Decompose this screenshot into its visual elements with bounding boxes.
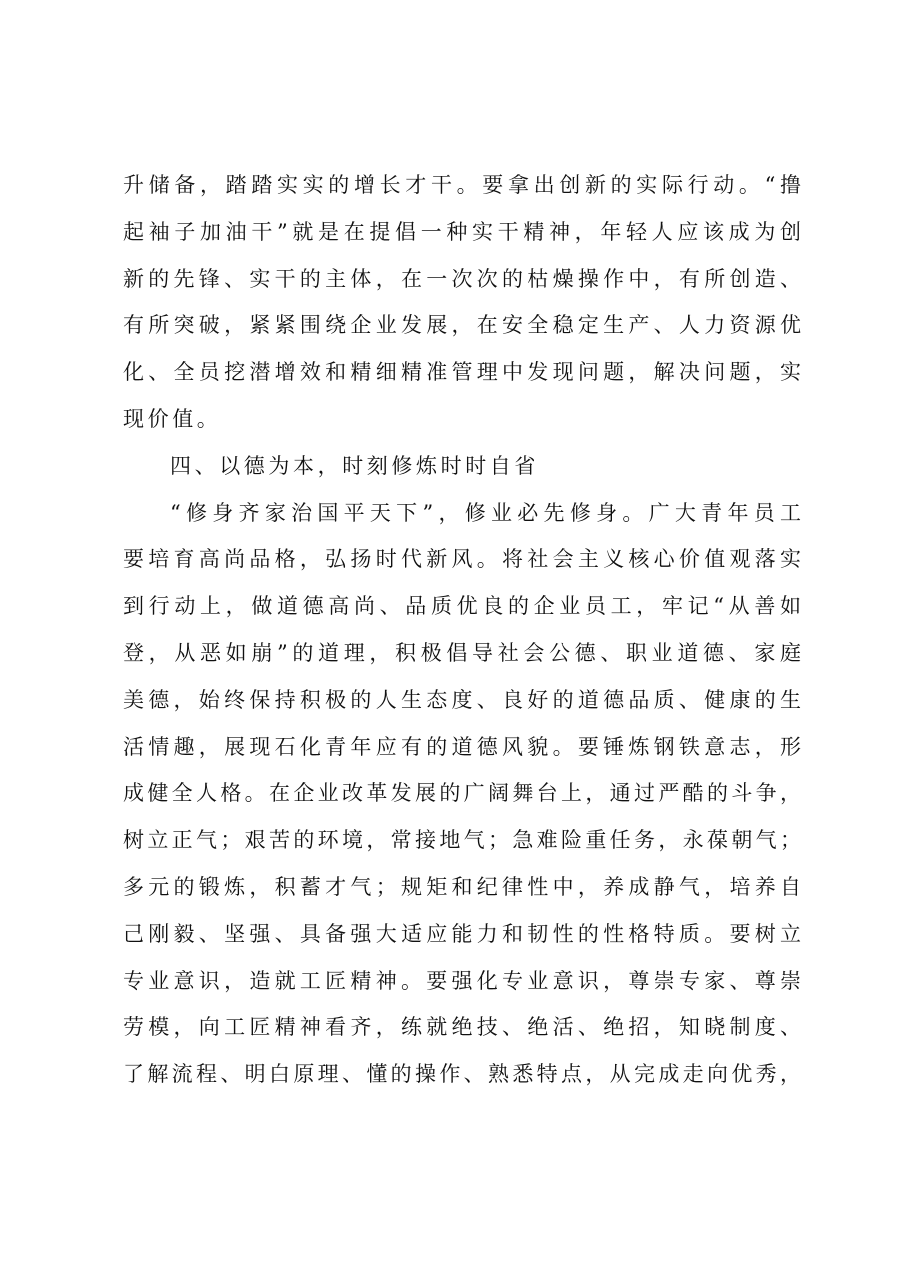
text-line: 树立正气；艰苦的环境，常接地气；急难险重任务，永葆朝气； [123, 828, 801, 853]
text-line: 现价值。 [123, 406, 222, 431]
text-line: 有所突破，紧紧围绕企业发展，在安全稳定生产、人力资源优 [123, 313, 801, 338]
section-heading: 四、以德为本，时刻修炼时时自省 [170, 453, 539, 478]
body-text [123, 162, 801, 1098]
text-line: 美德，始终保持积极的人生态度、良好的道德品质、健康的生 [123, 687, 801, 712]
text-line: 专业意识，造就工匠精神。要强化专业意识，尊崇专家、尊崇 [123, 968, 801, 993]
text-line: 登，从恶如崩”的道理，积极倡导社会公德、职业道德、家庭 [123, 640, 801, 665]
text-line: 成健全人格。在企业改革发展的广阔舞台上，通过严酷的斗争， [123, 781, 801, 806]
text-line: 升储备，踏踏实实的增长才干。要拿出创新的实际行动。“撸 [123, 173, 801, 197]
text-line: 要培育高尚品格，弘扬时代新风。将社会主义核心价值观落实 [123, 547, 801, 572]
text-line: 化、全员挖潜增效和精细精准管理中发现问题，解决问题，实 [123, 360, 801, 385]
text-line: 新的先锋、实干的主体，在一次次的枯燥操作中，有所创造、 [123, 266, 801, 291]
text-line: 多元的锻炼，积蓄才气；规矩和纪律性中，养成静气，培养自 [123, 874, 801, 899]
text-line: “修身齐家治国平天下”，修业必先修身。广大青年员工 [170, 500, 801, 525]
text-line: 了解流程、明白原理、懂的操作、熟悉特点，从完成走向优秀， [123, 1062, 801, 1087]
text-line: 到行动上，做道德高尚、品质优良的企业员工，牢记“从善如 [123, 594, 801, 619]
text-line: 己刚毅、坚强、具备强大适应能力和韧性的性格特质。要树立 [123, 921, 801, 946]
text-line: 活情趣，展现石化青年应有的道德风貌。要锤炼钢铁意志，形 [123, 734, 801, 759]
text-line: 劳模，向工匠精神看齐，练就绝技、绝活、绝招，知晓制度、 [123, 1015, 801, 1040]
text-line: 起袖子加油干”就是在提倡一种实干精神，年轻人应该成为创 [123, 219, 801, 244]
